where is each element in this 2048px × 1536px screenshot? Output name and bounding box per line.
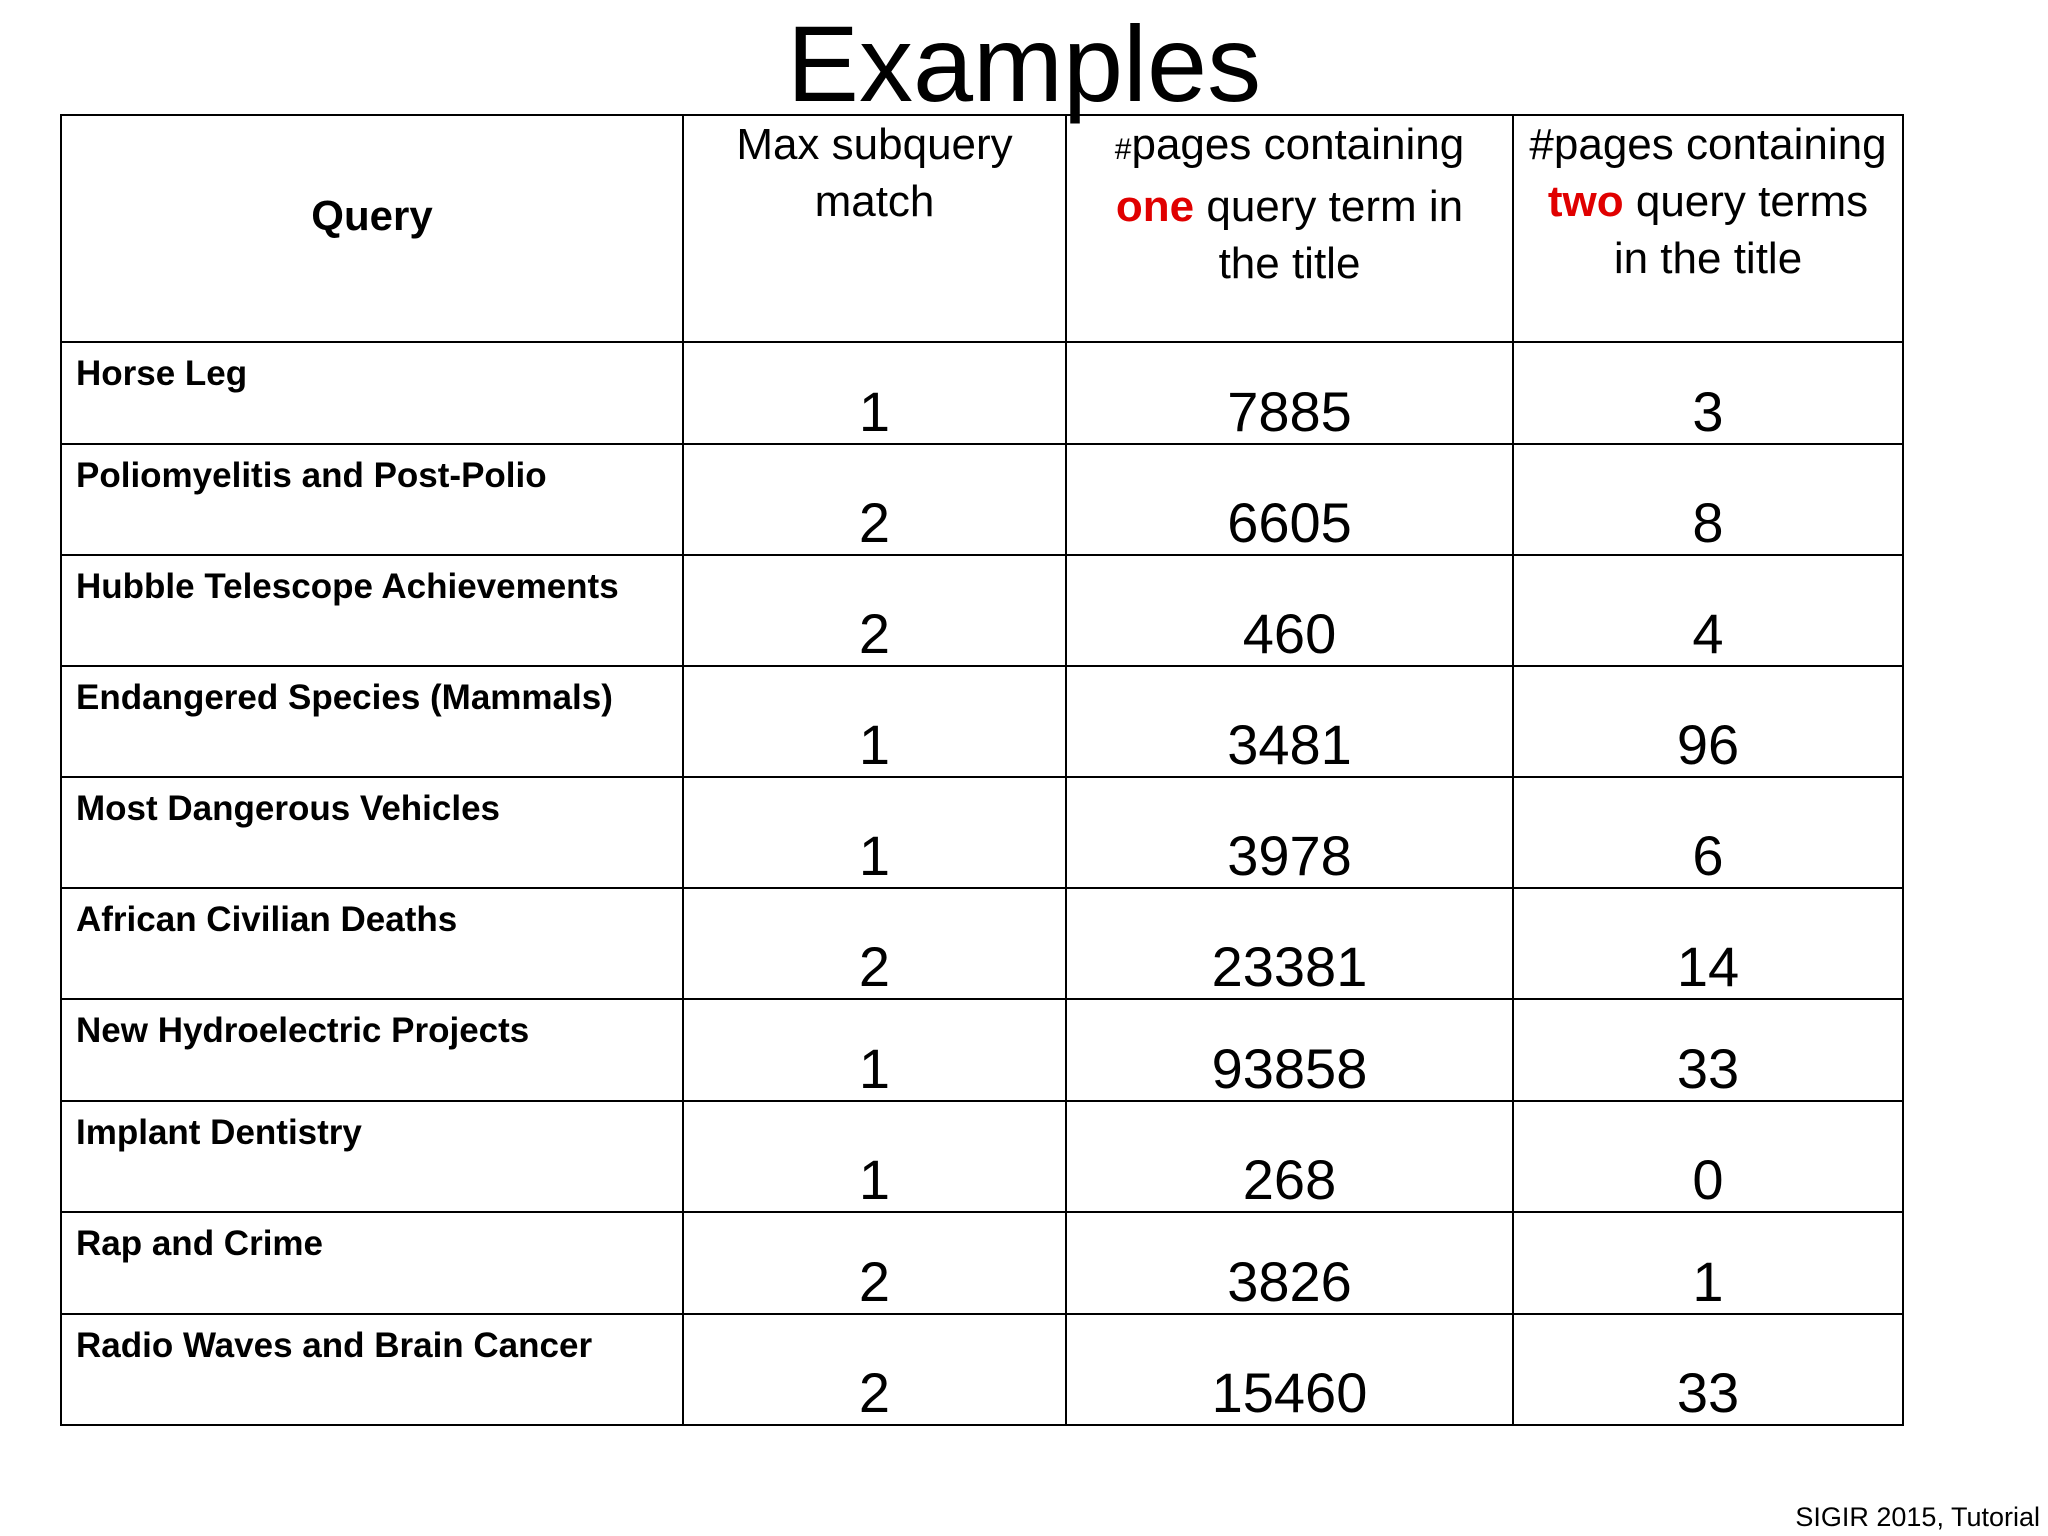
header-one-line3: the title — [1218, 239, 1361, 288]
query-cell: Most Dangerous Vehicles — [61, 777, 683, 888]
max-match-cell: 1 — [683, 1101, 1066, 1212]
table-row — [61, 1101, 1903, 1212]
max-match-cell: 1 — [683, 777, 1066, 888]
max-match-cell: 1 — [683, 342, 1066, 444]
table-row — [61, 999, 1903, 1101]
max-match-cell: 2 — [683, 888, 1066, 999]
two-terms-count-cell: 0 — [1513, 1101, 1903, 1212]
one-term-count-cell: 268 — [1066, 1101, 1513, 1212]
header-two-line1: #pages containing — [1529, 120, 1887, 169]
one-term-count-cell: 3826 — [1066, 1212, 1513, 1314]
max-match-cell: 2 — [683, 555, 1066, 666]
one-term-count-cell: 3978 — [1066, 777, 1513, 888]
header-max-subquery-match — [683, 115, 1066, 342]
max-match-cell: 2 — [683, 1314, 1066, 1425]
two-terms-count-cell: 1 — [1513, 1212, 1903, 1314]
header-row — [61, 115, 1903, 342]
header-two-line2: query terms — [1623, 177, 1869, 226]
two-terms-count-cell: 4 — [1513, 555, 1903, 666]
query-cell: Rap and Crime — [61, 1212, 683, 1314]
one-term-count-cell: 7885 — [1066, 342, 1513, 444]
table-row — [61, 342, 1903, 444]
header-max-line2: match — [814, 177, 935, 226]
query-cell: New Hydroelectric Projects — [61, 999, 683, 1101]
one-term-count-cell: 23381 — [1066, 888, 1513, 999]
table-row — [61, 666, 1903, 777]
two-terms-count-cell: 3 — [1513, 342, 1903, 444]
header-max-line1: Max subquery — [736, 120, 1013, 169]
max-match-cell: 1 — [683, 666, 1066, 777]
two-terms-count-cell: 8 — [1513, 444, 1903, 555]
max-match-cell: 2 — [683, 444, 1066, 555]
query-cell: Radio Waves and Brain Cancer — [61, 1314, 683, 1425]
header-one-line1: pages containing — [1131, 120, 1465, 169]
one-term-count-cell: 6605 — [1066, 444, 1513, 555]
one-term-count-cell: 460 — [1066, 555, 1513, 666]
one-term-count-cell: 93858 — [1066, 999, 1513, 1101]
query-cell: Hubble Telescope Achievements — [61, 555, 683, 666]
one-term-count-cell: 15460 — [1066, 1314, 1513, 1425]
examples-table — [60, 114, 1904, 1426]
header-two-terms — [1513, 115, 1903, 342]
query-cell: Endangered Species (Mammals) — [61, 666, 683, 777]
header-one-highlight: one — [1115, 182, 1195, 231]
header-query: Query — [61, 115, 683, 342]
table-row — [61, 1212, 1903, 1314]
two-terms-count-cell: 33 — [1513, 999, 1903, 1101]
max-match-cell: 2 — [683, 1212, 1066, 1314]
header-two-highlight: two — [1547, 177, 1624, 226]
max-match-cell: 1 — [683, 999, 1066, 1101]
query-cell: Horse Leg — [61, 342, 683, 444]
two-terms-count-cell: 6 — [1513, 777, 1903, 888]
query-cell: African Civilian Deaths — [61, 888, 683, 999]
header-one-hash: # — [1114, 133, 1132, 166]
header-two-line3: in the title — [1613, 234, 1803, 283]
two-terms-count-cell: 33 — [1513, 1314, 1903, 1425]
table-row — [61, 1314, 1903, 1425]
header-one-term — [1066, 115, 1513, 342]
table-row — [61, 444, 1903, 555]
query-cell: Poliomyelitis and Post-Polio — [61, 444, 683, 555]
slide-title: Examples — [786, 3, 1262, 124]
two-terms-count-cell: 96 — [1513, 666, 1903, 777]
header-one-line2: query term in — [1194, 182, 1464, 231]
table-row — [61, 888, 1903, 999]
one-term-count-cell: 3481 — [1066, 666, 1513, 777]
table-row — [61, 555, 1903, 666]
query-cell: Implant Dentistry — [61, 1101, 683, 1212]
footer-citation: SIGIR 2015, Tutorial — [1795, 1502, 2040, 1532]
table-row — [61, 777, 1903, 888]
two-terms-count-cell: 14 — [1513, 888, 1903, 999]
